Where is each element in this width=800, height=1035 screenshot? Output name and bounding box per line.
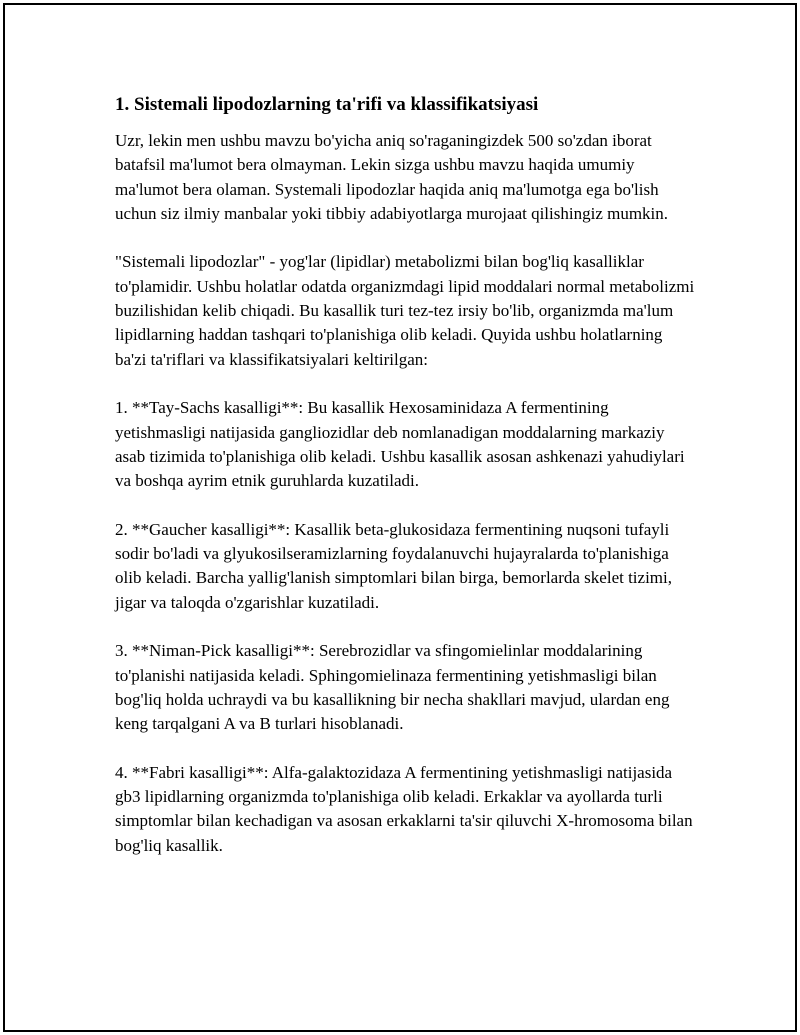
definition-paragraph: "Sistemali lipodozlar" - yog'lar (lipidlar) metabolizmi bilan bog'liq kasalliklar to'plamidir. Ushbu holatlar odatda organizmdagi lipid moddalari normal metabolizmi buzilishidan kelib chiqadi. Bu kasallik turi tez-tez irsiy bo'lib, organizmda ma'lum lipidlarning haddan tashqari to'planishiga olib keladi. Quyida ushbu holatlarning ba'zi ta'riflari va klassifikatsiyalari keltirilgan: [115, 252, 695, 369]
list-item-gaucher: 2. **Gaucher kasalligi**: Kasallik beta-glukosidaza fermentining nuqsoni tufayli sodir bo'ladi va glyukosilseramizlarning foydalanuvchi hujayralarda to'planishiga olib keladi. Barcha yallig'lanish simptomlari bilan birga, bemorlarda skelet tizimi, jigar va taloqda o'zgarishlar kuzatiladi. [115, 519, 672, 612]
document-body [115, 93, 695, 882]
list-item-fabri: 4. **Fabri kasalligi**: Alfa-galaktozidaza A fermentining yetishmasligi natijasida gb3 lipidlarning organizmda to'planishiga olib keladi. Erkaklar va ayollarda turli simptomlar bilan kechadigan va asosan erkaklarni ta'sir qiluvchi X-hromosoma bilan bog'liq kasallik. [115, 762, 693, 855]
section-heading: 1. Sistemali lipodozlarning ta'rifi va klassifikatsiyasi [115, 94, 539, 115]
list-item-niman-pick: 3. **Niman-Pick kasalligi**: Serebrozidlar va sfingomielinlar moddalarining to'planishi natijasida keladi. Sphingomielinaza fermentining yetishmasligi bilan bog'liq holda uchraydi va bu kasallikning bir necha shakllari mavjud, ulardan eng keng tarqalgani A va B turlari hisoblanadi. [115, 641, 670, 734]
list-item-tay-sachs: 1. **Tay-Sachs kasalligi**: Bu kasallik Hexosaminidaza A fermentining yetishmasligi natijasida gangliozidlar deb nomlanadigan moddalarning markaziy asab tizimida to'planishiga olib keladi. Ushbu kasallik asosan ashkenazi yahudiylari va boshqa ayrim etnik guruhlarda kuzatiladi. [115, 398, 685, 491]
intro-paragraph: Uzr, lekin men ushbu mavzu bo'yicha aniq so'raganingizdek 500 so'zdan iborat batafsil ma'lumot bera olmayman. Lekin sizga ushbu mavzu haqida umumiy ma'lumot bera olaman. Systemali lipodozlar haqida aniq ma'lumotga ega bo'lish uchun siz ilmiy manbalar yoki tibbiy adabiyotlarga murojaat qilishingiz mumkin. [115, 131, 669, 223]
